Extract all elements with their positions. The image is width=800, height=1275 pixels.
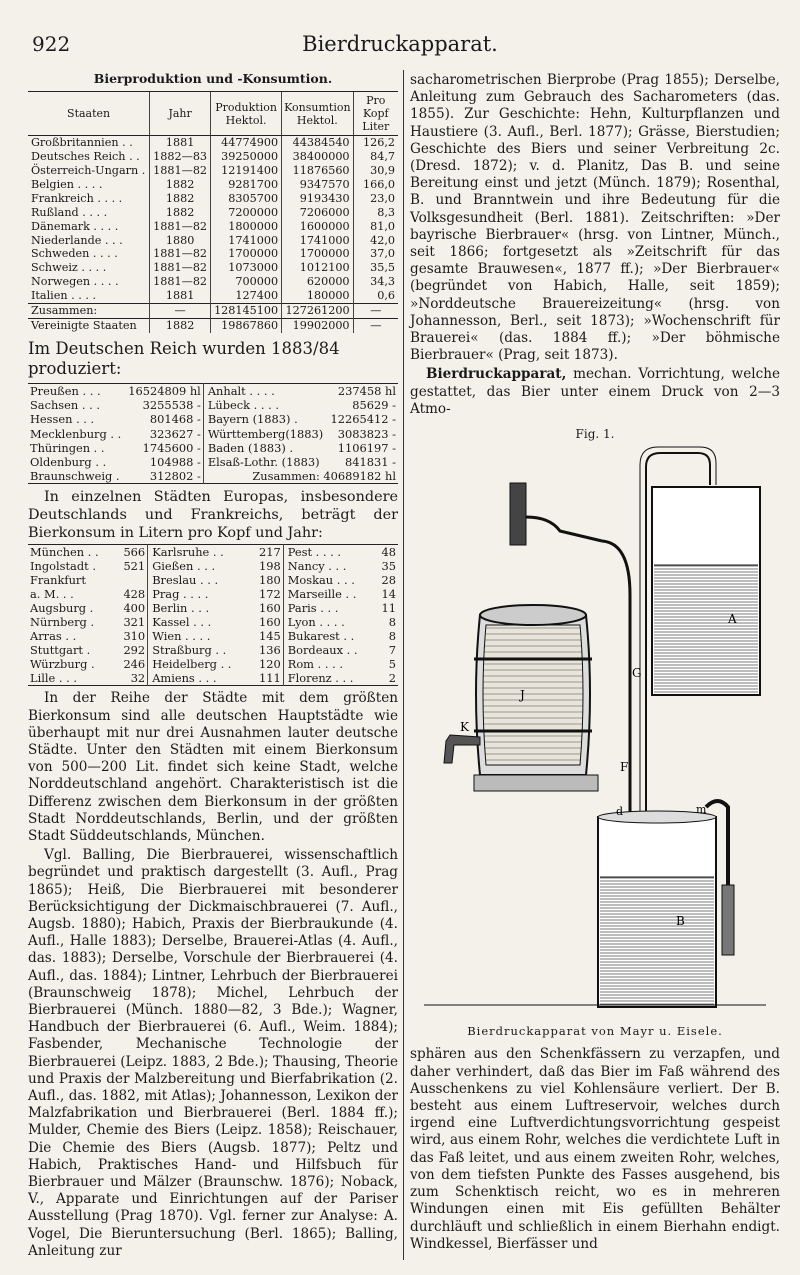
table-cell: 312802 -: [149, 469, 201, 484]
table-cell: 12265412 -: [330, 412, 396, 427]
table-row: [28, 275, 398, 289]
gauge: [722, 885, 734, 955]
value-cell: 44774900: [211, 136, 282, 150]
city-cell: München . .: [30, 545, 99, 560]
value-cell: 160: [259, 601, 281, 616]
value-cell: 8305700: [211, 192, 282, 206]
value-cell: 1882: [150, 178, 211, 192]
value-cell: 127261200: [282, 304, 353, 319]
table-cell: 16524809 hl: [128, 383, 201, 398]
value-cell: 14: [381, 587, 396, 602]
production-intro: Im Deutschen Reich wurden 1883/84 produziert:: [28, 338, 340, 378]
table-caption: Bierproduktion und -Konsumtion.: [93, 71, 333, 86]
table-cell: Hessen . . .: [30, 412, 95, 427]
country-cell: Vereinigte Staaten: [28, 318, 150, 332]
tap-connector: [526, 517, 602, 541]
barrel-staves: [483, 625, 583, 765]
entry-paragraph: [410, 366, 780, 418]
value-cell: 7200000: [211, 206, 282, 220]
value-cell: 30,9: [353, 164, 398, 178]
label-m: m: [696, 803, 707, 817]
value-cell: 1882: [150, 318, 211, 332]
table-row: [28, 318, 398, 332]
upper-tank-liquid: [654, 565, 758, 693]
value-cell: 1012100: [282, 261, 353, 275]
table-cell: 841831 -: [345, 454, 396, 469]
page-number: 922: [32, 32, 71, 56]
table-row: [28, 206, 398, 220]
value-cell: 1880: [150, 234, 211, 248]
value-cell: 12191400: [211, 164, 282, 178]
value-cell: 400: [123, 601, 146, 616]
label-k: K: [460, 720, 469, 735]
table-row: [28, 261, 398, 275]
value-cell: 126,2: [353, 136, 398, 150]
value-cell: 37,0: [353, 247, 398, 261]
table-row: [28, 469, 398, 484]
country-cell: Österreich-Ungarn .: [31, 164, 146, 178]
country-cell: Niederlande . . .: [31, 233, 123, 247]
table-cell: 3083823 -: [337, 426, 396, 441]
city-cell: Prag . . . .: [148, 587, 252, 601]
table-row: [28, 629, 398, 643]
value-cell: 160: [259, 615, 281, 630]
table-cell: Mecklenburg . .: [30, 426, 122, 441]
table-row: [28, 671, 398, 686]
table-row: [28, 615, 398, 629]
city-cell: Paris . . .: [283, 601, 375, 615]
cities-paragraph: In der Reihe der Städte mit dem größten Bierkonsum sind alle deutschen Hauptstädte wie überhaupt mit nur drei Ausnahmen lauter deutsche Städte. Unter den Städten mit einem Bierkonsum von 500—200 Lit. findet sich keine Stadt, welche Norddeutschland angehört. Charakteristisch ist die Differenz zwischen dem Bierkonsum in der größten Stadt Norddeutschlands, Berlin, und der größten Stadt Süddeutschlands, München.: [28, 690, 398, 844]
value-cell: 198: [259, 559, 281, 574]
city-cell: Breslau . . .: [148, 573, 252, 587]
city-cell: Marseille . .: [283, 587, 375, 601]
value-cell: 44384540: [282, 136, 353, 150]
value-cell: 1882: [150, 206, 211, 220]
value-cell: 8: [388, 615, 396, 630]
value-cell: 2: [388, 671, 396, 686]
country-cell: Belgien . . . .: [31, 177, 103, 191]
value-cell: 620000: [282, 275, 353, 289]
table-cell: Thüringen . .: [30, 440, 105, 455]
country-cell: Dänemark . . . .: [31, 219, 119, 233]
value-cell: 120: [259, 657, 281, 672]
value-cell: 19902000: [282, 318, 353, 332]
city-cell: Karlsruhe . .: [148, 545, 252, 560]
table-row: [28, 398, 398, 412]
city-cell: a. M. . .: [30, 587, 74, 602]
city-cell: Ingolstadt .: [30, 559, 96, 574]
city-cell: Pest . . . .: [283, 545, 375, 560]
city-cell: Heidelberg . .: [148, 657, 252, 671]
city-consumption-table: [28, 544, 398, 686]
label-j: J: [520, 688, 525, 703]
value-cell: —: [150, 304, 211, 319]
entry-heading: Bierdruckapparat,: [426, 366, 567, 383]
table-cell: 104988 -: [149, 454, 201, 469]
barrel-stand: [474, 775, 598, 791]
table-cell: Zusammen: 40689182 hl: [203, 469, 398, 484]
value-cell: 9193430: [282, 192, 353, 206]
table-cell: 85629 -: [352, 398, 396, 413]
lower-tank-liquid: [600, 877, 714, 1005]
table-cell: Baden (1883) .: [203, 441, 327, 455]
label-d: d: [616, 805, 624, 819]
figure-label: Fig. 1.: [575, 427, 615, 442]
value-cell: 11: [381, 601, 396, 616]
page-header: [0, 18, 800, 58]
value-cell: 145: [259, 629, 281, 644]
entry-text: mechan. Vorrichtung, welche gestattet, das Bier unter einem Druck von 2—3 Atmo-: [410, 366, 780, 417]
col-header: Jahr: [150, 92, 211, 136]
table-row: [28, 164, 398, 178]
value-cell: 38400000: [282, 150, 353, 164]
value-cell: 1881—82: [150, 247, 211, 261]
city-cell: Arras . .: [30, 629, 77, 644]
country-cell: Schweden . . . .: [31, 247, 118, 261]
left-column: [28, 70, 398, 1262]
col-header: Staaten: [28, 92, 150, 136]
table-row: [28, 587, 398, 601]
entry-continued: sphären aus den Schenkfässern zu verzapfen, und daher verhindert, daß das Bier im Faß während des Ausschenkens zu viel Kohlensäure verliert. Der B. besteht aus einem Luftreservoir, welches durch irgend eine Luftverdichtungsvorrichtung gespeist wird, aus einem Rohr, welches die verdichtete Luft in das Faß leitet, und aus einem zweiten Rohr, welches, von dem tiefsten Punkte des Fasses ausgehend, bis zum Schenktisch reicht, wo es in mehreren Windungen einen mit Eis gefüllten Behälter durchläuft und schließlich in einem Bierhahn endigt. Windkessel, Bierfässer und: [410, 1046, 780, 1252]
value-cell: 128145100: [211, 304, 282, 319]
table-row: [28, 136, 398, 150]
beer-production-table: [28, 91, 398, 333]
value-cell: 34,3: [353, 275, 398, 289]
table-cell: 801468 -: [149, 412, 201, 427]
spigot-k: [444, 735, 480, 763]
table-row: [28, 247, 398, 261]
value-cell: 11876560: [282, 164, 353, 178]
figure-caption: Bierdruckapparat von Mayr u. Eisele.: [467, 1024, 723, 1039]
city-cell: Lille . . .: [30, 671, 77, 686]
table-cell: 1106197 -: [337, 440, 396, 455]
table-row: [28, 545, 398, 560]
city-cell: Gießen . . .: [148, 559, 252, 573]
country-cell: Schweiz . . . .: [31, 261, 107, 275]
value-cell: 310: [123, 629, 146, 644]
value-cell: 1881: [150, 289, 211, 303]
country-cell: Deutsches Reich . .: [31, 150, 140, 164]
value-cell: 48: [381, 545, 396, 560]
city-cell: Nancy . . .: [283, 559, 375, 573]
value-cell: —: [353, 304, 398, 319]
barrel-top: [480, 605, 586, 625]
running-title: Bierdruckapparat.: [302, 32, 498, 56]
table-row: [28, 289, 398, 303]
cities-intro: In einzelnen Städten Europas, insbesondere Deutschlands und Frankreichs, beträgt der Bierkonsum in Litern pro Kopf und Jahr:: [28, 489, 398, 542]
city-cell: Nürnberg .: [30, 615, 95, 630]
table-row: [28, 150, 398, 164]
value-cell: 9347570: [282, 178, 353, 192]
table-row: [28, 441, 398, 455]
value-cell: 180: [259, 573, 281, 588]
value-cell: 35,5: [353, 261, 398, 275]
literature-paragraph: Vgl. Balling, Die Bierbrauerei, wissenschaftlich begründet und praktisch dargestellt (3. Aufl., Prag 1865); Heiß, Die Bierbrauerei mit besonderer Berücksichtigung der Dickmaischbrauerei (7. Aufl., Augsb. 1880); Habich, Praxis der Bierbraukunde (4. Aufl., Halle 1883); Derselbe, Brauerei-Atlas (4. Aufl., das. 1883); Derselbe, Vorschule der Bierbrauerei (4. Aufl., das. 1884); Lintner, Lehrbuch der Bierbrauerei (Braunschweig 1878); Michel, Lehrbuch der Bierbrauerei (Münch. 1880—82, 3 Bde.); Wagner, Handbuch der Bierbrauerei (6. Aufl., Weim. 1884); Fasbender, Mechanische Technologie der Bierbrauerei (Leipz. 1883, 2 Bde.); Thausing, Theorie und Praxis der Malzbereitung und Bierfabrikation (2. Aufl., das. 1882, mit Atlas); Johannesson, Lexikon der Malzfabrikation und Bierbrauerei (Berl. 1884 ff.); Mulder, Chemie des Biers (Leipz. 1858); Reischauer, Die Chemie des Biers (Augsb. 1877); Peltz und Habich, Praktisches Hand- und Hilfsbuch für Bierbrauer und Mälzer (Braunschw. 1876); Noback, V., Apparate und Einrichtungen auf der Pariser Ausstellung (Prag 1870). Vgl. ferner zur Analyse: A. Vogel, Die Bieruntersuchung (Berl. 1865); Balling, Anleitung zur: [28, 847, 398, 1259]
city-cell: Amiens . . .: [148, 671, 252, 686]
city-cell: Bordeaux . .: [283, 643, 375, 657]
value-cell: 1882: [150, 192, 211, 206]
value-cell: 35: [381, 559, 396, 574]
value-cell: 1700000: [282, 247, 353, 261]
city-cell: Lyon . . . .: [283, 615, 375, 629]
table-row: [28, 304, 398, 319]
table-cell: 1745600 -: [142, 440, 201, 455]
value-cell: 292: [123, 643, 146, 658]
value-cell: 700000: [211, 275, 282, 289]
value-cell: 1881—82: [150, 275, 211, 289]
table-cell: 3255538 -: [142, 398, 201, 413]
value-cell: 84,7: [353, 150, 398, 164]
country-cell: Zusammen:: [28, 304, 150, 319]
value-cell: 39250000: [211, 150, 282, 164]
right-column: [410, 70, 780, 1255]
col-header: Konsumtion Hektol.: [282, 92, 353, 136]
value-cell: 217: [259, 545, 281, 560]
value-cell: 23,0: [353, 192, 398, 206]
value-cell: 1882—83: [150, 150, 211, 164]
value-cell: 7: [388, 643, 396, 658]
literature-continued: sacharometrischen Bierprobe (Prag 1855); Derselbe, Anleitung zum Gebrauch des Sacharometers (das. 1855). Zur Geschichte: Hehn, Kulturpflanzen und Haustiere (3. Aufl., Berl. 1877); Grässe, Bierstudien; Geschichte des Biers und seiner Verbreitung 2c. (Dresd. 1872); v. d. Planitz, Das B. und seine Bereitung einst und jetzt (Münch. 1879); Rosenthal, B. und Branntwein und ihre Bedeutung für die Volksgesundheit (Berl. 1881). Zeitschriften: »Der bayrische Bierbrauer« (hrsg. von Lintner, Münch., seit 1866; fortgesetzt als »Zeitschrift für das gesamte Brauwesen«, 1877 ff.); »Der Bierbrauer« (begründet von Habich, Halle, seit 1859); »Norddeutsche Brauereizeitung« (hrsg. von Johannesson, Berl., seit 1873); »Wochenschrift für Brauerei« (das. 1884 ff.); »Der böhmische Bierbrauer« (Prag, seit 1873).: [410, 72, 780, 364]
value-cell: 1881: [150, 136, 211, 150]
table-cell: Oldenburg . .: [30, 454, 107, 469]
table-row: [28, 178, 398, 192]
city-cell: Florenz . . .: [283, 671, 375, 686]
country-cell: Rußland . . . .: [31, 205, 108, 219]
city-cell: Würzburg .: [30, 657, 95, 672]
value-cell: 180000: [282, 289, 353, 303]
table-row: [28, 573, 398, 587]
value-cell: 246: [123, 657, 146, 672]
table-row: [28, 559, 398, 573]
country-cell: Großbritannien . .: [31, 136, 133, 150]
value-cell: 321: [123, 615, 146, 630]
table-cell: 323627 -: [149, 426, 201, 441]
city-cell: Straßburg . .: [148, 643, 252, 657]
value-cell: 1741000: [211, 234, 282, 248]
table-row: [28, 412, 398, 426]
table-cell: Braunschweig .: [30, 469, 120, 484]
value-cell: 1700000: [211, 247, 282, 261]
value-cell: 8,3: [353, 206, 398, 220]
value-cell: 1073000: [211, 261, 282, 275]
value-cell: 1800000: [211, 220, 282, 234]
col-header: Produktion Hektol.: [211, 92, 282, 136]
value-cell: —: [353, 318, 398, 332]
city-cell: Augsburg .: [30, 601, 94, 616]
value-cell: 19867860: [211, 318, 282, 332]
table-cell: 237458 hl: [337, 383, 396, 398]
table-row: [28, 234, 398, 248]
country-cell: Frankreich . . . .: [31, 191, 123, 205]
city-cell: Frankfurt: [30, 573, 86, 588]
table-cell: Elsaß-Lothr. (1883): [203, 455, 327, 469]
table-row: [28, 220, 398, 234]
barrel-top-tap: [510, 483, 526, 545]
table-row: [28, 601, 398, 615]
value-cell: [116, 573, 148, 587]
value-cell: 127400: [211, 289, 282, 303]
city-cell: Moskau . . .: [283, 573, 375, 587]
table-row: [28, 383, 398, 398]
value-cell: 5: [388, 657, 396, 672]
table-row: [28, 643, 398, 657]
value-cell: 111: [259, 671, 281, 686]
value-cell: 42,0: [353, 234, 398, 248]
value-cell: 166,0: [353, 178, 398, 192]
table-cell: Bayern (1883) .: [203, 412, 327, 426]
city-cell: Bukarest . .: [283, 629, 375, 643]
value-cell: 0,6: [353, 289, 398, 303]
city-cell: Berlin . . .: [148, 601, 252, 615]
label-g: G: [632, 666, 642, 681]
country-cell: Norwegen . . . .: [31, 275, 119, 289]
value-cell: 7206000: [282, 206, 353, 220]
column-divider: [403, 70, 404, 1260]
value-cell: 1881—82: [150, 220, 211, 234]
value-cell: 1881—82: [150, 261, 211, 275]
value-cell: 1600000: [282, 220, 353, 234]
country-cell: Italien . . . .: [31, 289, 97, 303]
table-row: [28, 427, 398, 441]
value-cell: 28: [381, 573, 396, 588]
table-cell: Anhalt . . . .: [203, 383, 327, 398]
table-cell: Lübeck . . . .: [203, 398, 327, 412]
table-cell: Württemberg(1883): [203, 427, 327, 441]
value-cell: 8: [388, 629, 396, 644]
german-production-table: [28, 383, 398, 484]
table-cell: Sachsen . . .: [30, 398, 100, 413]
value-cell: 566: [123, 545, 146, 560]
value-cell: 9281700: [211, 178, 282, 192]
label-a: A: [728, 612, 737, 627]
value-cell: 428: [123, 587, 146, 602]
table-row: [28, 657, 398, 671]
label-b: B: [676, 914, 685, 929]
apparatus-illustration: [410, 445, 780, 1023]
city-cell: Stuttgart .: [30, 643, 91, 658]
city-cell: Kassel . . .: [148, 615, 252, 629]
value-cell: 81,0: [353, 220, 398, 234]
label-f: F: [620, 760, 629, 775]
value-cell: 1881—82: [150, 164, 211, 178]
table-row: [28, 455, 398, 469]
value-cell: 32: [130, 671, 146, 686]
table-cell: Preußen . . .: [30, 383, 101, 398]
value-cell: 1741000: [282, 234, 353, 248]
value-cell: 172: [259, 587, 281, 602]
col-header: Pro Kopf Liter: [353, 92, 398, 136]
city-cell: Wien . . . .: [148, 629, 252, 643]
figure-beer-pressure-apparatus: [410, 445, 780, 1023]
table-row: [28, 192, 398, 206]
value-cell: 521: [123, 559, 146, 574]
city-cell: Rom . . . .: [283, 657, 375, 671]
value-cell: 136: [259, 643, 281, 658]
